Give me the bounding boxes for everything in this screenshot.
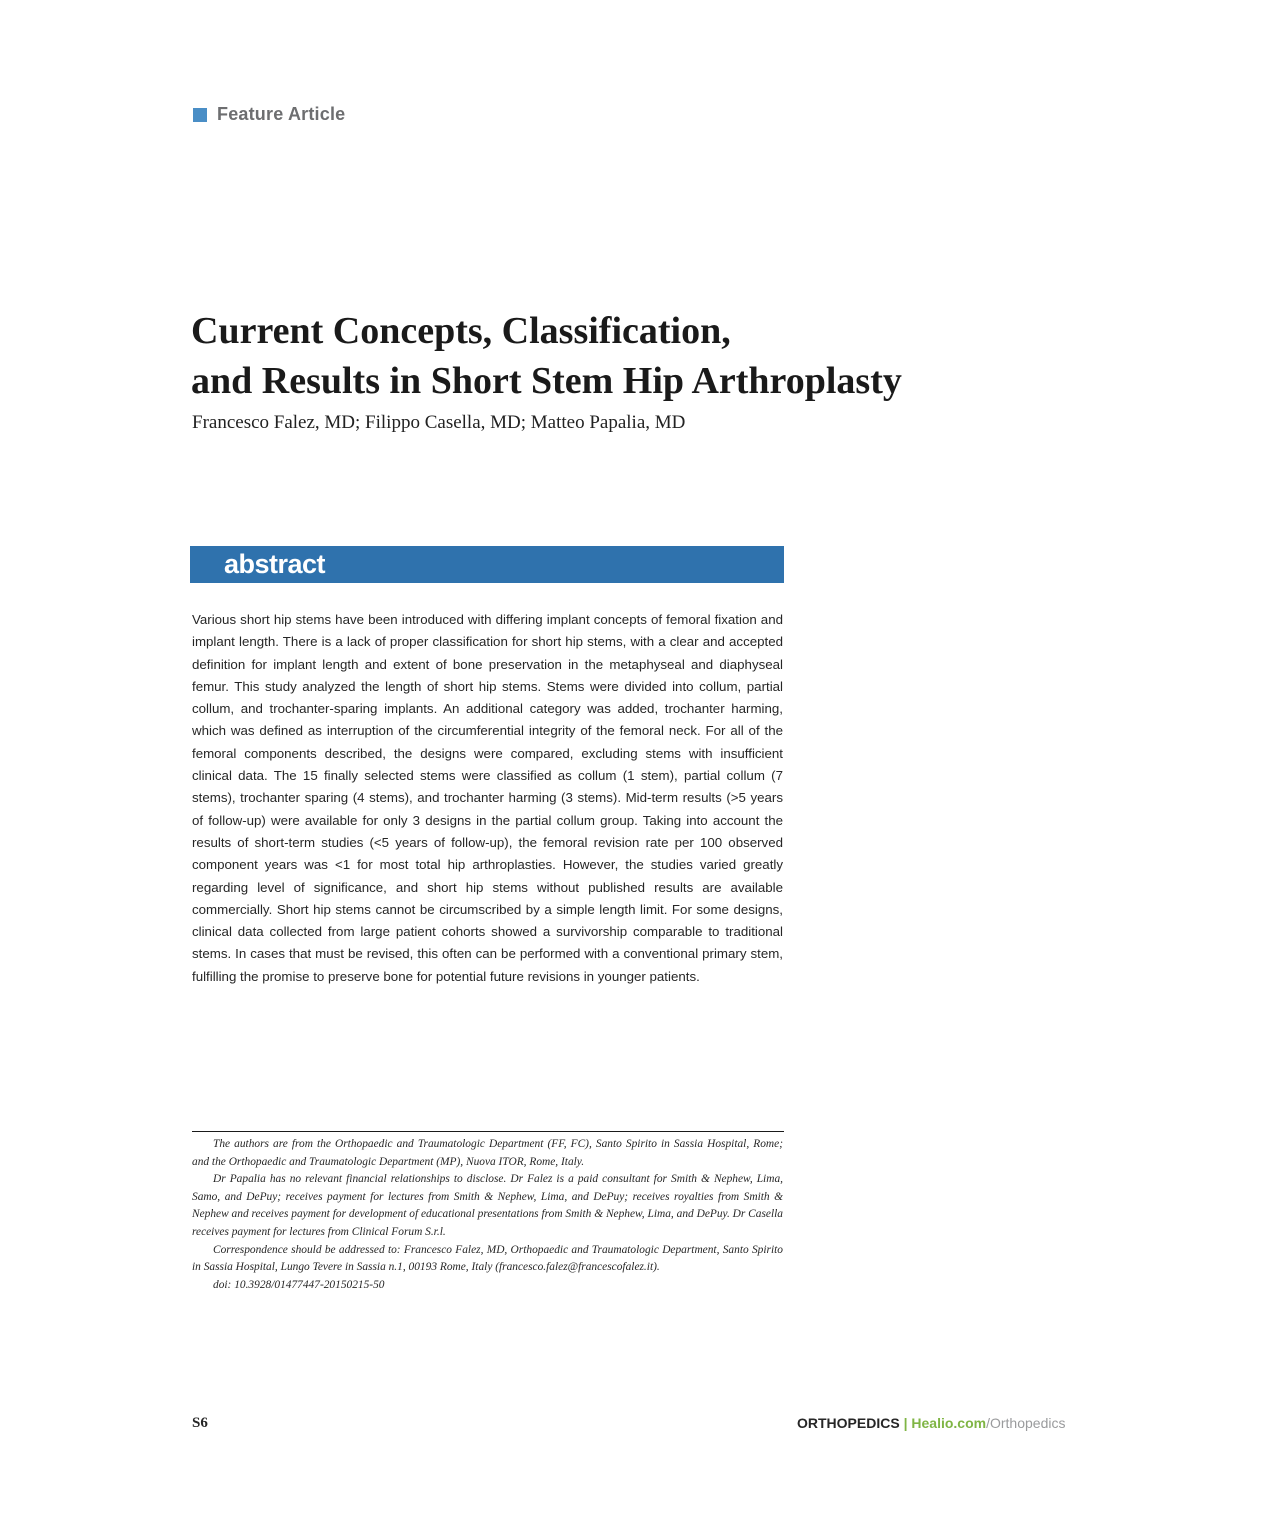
footnote-correspondence: Correspondence should be addressed to: Francesco Falez, MD, Orthopaedic and Traumatologic Department, Santo Spirito in Sassia Hospital, Lungo Tevere in Sassia n.1, 00193 Rome, Italy (francesco.falez@francescofalez.it). (192, 1243, 783, 1274)
footnote-doi: doi: 10.3928/01477447-20150215-50 (213, 1278, 385, 1291)
footnote-affiliations: The authors are from the Orthopaedic and Traumatologic Department (FF, FC), Santo Spirito in Sassia Hospital, Rome; and the Orthopaedic and Traumatologic Department (MP), Nuova ITOR, Rome, Italy. (192, 1138, 783, 1168)
section-tag (193, 104, 345, 125)
footer-separator: | (903, 1415, 908, 1431)
page-number: S6 (192, 1415, 208, 1431)
footnote-divider (192, 1131, 784, 1132)
abstract-heading-bar (190, 546, 784, 583)
article-title (191, 306, 1091, 406)
section-label: Feature Article (217, 104, 346, 124)
section-square-icon (193, 108, 207, 122)
footer-site-path[interactable]: /Orthopedics (986, 1415, 1066, 1431)
footnote-disclosures: Dr Papalia has no relevant financial relationships to disclose. Dr Falez is a paid consultant for Smith & Nephew, Lima, Samo, and DePuy; receives payment for lectures from Smith & Nephew, Lima, and DePuy; receives royalties from Smith & Nephew and receives payment for development of educational presentations from Smith & Nephew, Lima, and DePuy. Dr Casella receives payment for lectures from Clinical Forum S.r.l. (192, 1173, 783, 1238)
footnotes (192, 1136, 783, 1294)
abstract-text: Various short hip stems have been introduced with differing implant concepts of femoral fixation and implant length. There is a lack of proper classification for short hip stems, with a clear and accepted definition for implant length and extent of bone preservation in the metaphyseal and diaphyseal femur. This study analyzed the length of short hip stems. Stems were divided into collum, partial collum, and trochanter-sparing implants. An additional category was added, trochanter harming, which was defined as interruption of the circumferential integrity of the femoral neck. For all of the femoral components described, the designs were compared, excluding stems with insufficient clinical data. The 15 finally selected stems were classified as collum (1 stem), partial collum (7 stems), trochanter sparing (4 stems), and trochanter harming (3 stems). Mid-term results (>5 years of follow-up) were available for only 3 designs in the partial collum group. Taking into account the results of short-term studies (<5 years of follow-up), the femoral revision rate per 100 observed component years was <1 for most total hip arthroplasties. However, the studies varied greatly regarding level of significance, and short hip stems without published results are available commercially. Short hip stems cannot be circumscribed by a simple length limit. For some designs, clinical data collected from large patient cohorts showed a survivorship comparable to traditional stems. In cases that must be revised, this often can be performed with a conventional primary stem, fulfilling the promise to preserve bone for potential future revisions in younger patients. (192, 612, 783, 984)
article-title-line-1: Current Concepts, Classification, (191, 310, 731, 352)
footer-site-link[interactable]: Healio.com (911, 1415, 987, 1431)
article-authors: Francesco Falez, MD; Filippo Casella, MD; Matteo Papalia, MD (192, 412, 686, 433)
running-footer (797, 1415, 1065, 1431)
footer-journal-name: ORTHOPEDICS (797, 1415, 900, 1431)
article-title-line-2: and Results in Short Stem Hip Arthroplasty (191, 360, 902, 402)
abstract-heading: abstract (224, 549, 326, 579)
